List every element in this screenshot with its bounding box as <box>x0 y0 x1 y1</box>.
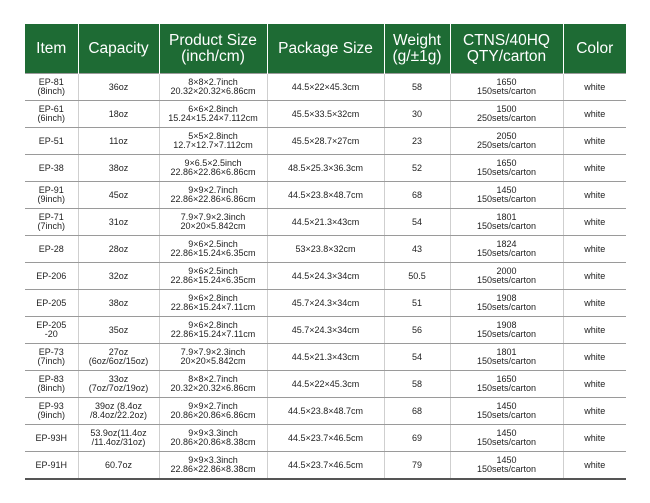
header-capacity: Capacity <box>78 24 159 74</box>
cell-ctns-qty: 1650 150sets/carton <box>450 74 563 101</box>
cell-capacity: 33oz (7oz/7oz/19oz) <box>78 371 159 398</box>
table-row <box>25 128 626 155</box>
cell-color: white <box>563 425 626 452</box>
table-row <box>25 155 626 182</box>
cell-weight: 79 <box>384 452 450 480</box>
cell-package-size: 45.5×33.5×32cm <box>267 101 384 128</box>
cell-product-size: 9×6×2.5inch 22.86×15.24×6.35cm <box>159 263 267 290</box>
table-row <box>25 425 626 452</box>
cell-weight: 54 <box>384 344 450 371</box>
table-row <box>25 398 626 425</box>
cell-item: EP-91H <box>25 452 78 480</box>
cell-product-size: 9×9×3.3inch 20.86×20.86×8.38cm <box>159 425 267 452</box>
cell-weight: 69 <box>384 425 450 452</box>
cell-color: white <box>563 182 626 209</box>
cell-weight: 51 <box>384 290 450 317</box>
cell-package-size: 44.5×23.8×48.7cm <box>267 398 384 425</box>
cell-package-size: 44.5×24.3×34cm <box>267 263 384 290</box>
cell-ctns-qty: 2000 150sets/carton <box>450 263 563 290</box>
cell-package-size: 53×23.8×32cm <box>267 236 384 263</box>
table-row <box>25 344 626 371</box>
cell-item: EP-93 (9inch) <box>25 398 78 425</box>
cell-weight: 68 <box>384 182 450 209</box>
cell-ctns-qty: 2050 250sets/carton <box>450 128 563 155</box>
cell-capacity: 35oz <box>78 317 159 344</box>
cell-package-size: 44.5×21.3×43cm <box>267 344 384 371</box>
cell-color: white <box>563 398 626 425</box>
cell-capacity: 38oz <box>78 155 159 182</box>
table-row <box>25 290 626 317</box>
cell-color: white <box>563 317 626 344</box>
cell-product-size: 5×5×2.8inch 12.7×12.7×7.112cm <box>159 128 267 155</box>
cell-package-size: 44.5×23.7×46.5cm <box>267 425 384 452</box>
cell-color: white <box>563 236 626 263</box>
cell-color: white <box>563 101 626 128</box>
table-row <box>25 236 626 263</box>
cell-package-size: 45.5×28.7×27cm <box>267 128 384 155</box>
cell-item: EP-81 (8inch) <box>25 74 78 101</box>
cell-item: EP-83 (8inch) <box>25 371 78 398</box>
cell-product-size: 9×9×2.7inch 20.86×20.86×6.86cm <box>159 398 267 425</box>
cell-color: white <box>563 74 626 101</box>
cell-item: EP-205 -20 <box>25 317 78 344</box>
cell-product-size: 6×6×2.8inch 15.24×15.24×7.112cm <box>159 101 267 128</box>
table-row <box>25 317 626 344</box>
cell-package-size: 45.7×24.3×34cm <box>267 317 384 344</box>
cell-ctns-qty: 1824 150sets/carton <box>450 236 563 263</box>
cell-capacity: 60.7oz <box>78 452 159 480</box>
cell-ctns-qty: 1450 150sets/carton <box>450 425 563 452</box>
cell-item: EP-205 <box>25 290 78 317</box>
cell-product-size: 7.9×7.9×2.3inch 20×20×5.842cm <box>159 209 267 236</box>
header-ctns-qty: CTNS/40HQ QTY/carton <box>450 24 563 74</box>
cell-weight: 43 <box>384 236 450 263</box>
cell-ctns-qty: 1450 150sets/carton <box>450 182 563 209</box>
cell-capacity: 27oz (6oz/6oz/15oz) <box>78 344 159 371</box>
cell-ctns-qty: 1450 150sets/carton <box>450 398 563 425</box>
table-row <box>25 74 626 101</box>
cell-color: white <box>563 371 626 398</box>
cell-package-size: 45.7×24.3×34cm <box>267 290 384 317</box>
cell-color: white <box>563 452 626 480</box>
cell-capacity: 45oz <box>78 182 159 209</box>
cell-package-size: 44.5×23.8×48.7cm <box>267 182 384 209</box>
cell-ctns-qty: 1801 150sets/carton <box>450 344 563 371</box>
cell-color: white <box>563 290 626 317</box>
cell-ctns-qty: 1801 150sets/carton <box>450 209 563 236</box>
cell-capacity: 28oz <box>78 236 159 263</box>
cell-product-size: 9×9×2.7inch 22.86×22.86×6.86cm <box>159 182 267 209</box>
cell-ctns-qty: 1650 150sets/carton <box>450 155 563 182</box>
cell-ctns-qty: 1908 150sets/carton <box>450 290 563 317</box>
cell-weight: 23 <box>384 128 450 155</box>
table-row <box>25 182 626 209</box>
cell-ctns-qty: 1500 250sets/carton <box>450 101 563 128</box>
cell-product-size: 8×8×2.7inch 20.32×20.32×6.86cm <box>159 371 267 398</box>
cell-color: white <box>563 344 626 371</box>
header-color: Color <box>563 24 626 74</box>
cell-product-size: 9×6.5×2.5inch 22.86×22.86×6.86cm <box>159 155 267 182</box>
cell-product-size: 7.9×7.9×2.3inch 20×20×5.842cm <box>159 344 267 371</box>
cell-capacity: 32oz <box>78 263 159 290</box>
cell-weight: 68 <box>384 398 450 425</box>
cell-capacity: 36oz <box>78 74 159 101</box>
cell-product-size: 9×6×2.5inch 22.86×15.24×6.35cm <box>159 236 267 263</box>
cell-package-size: 44.5×22×45.3cm <box>267 74 384 101</box>
cell-item: EP-93H <box>25 425 78 452</box>
cell-color: white <box>563 128 626 155</box>
cell-package-size: 44.5×21.3×43cm <box>267 209 384 236</box>
cell-capacity: 53.9oz(11.4oz /11.4oz/31oz) <box>78 425 159 452</box>
cell-product-size: 8×8×2.7inch 20.32×20.32×6.86cm <box>159 74 267 101</box>
cell-item: EP-38 <box>25 155 78 182</box>
cell-capacity: 11oz <box>78 128 159 155</box>
table-row <box>25 209 626 236</box>
cell-capacity: 18oz <box>78 101 159 128</box>
cell-weight: 56 <box>384 317 450 344</box>
cell-weight: 52 <box>384 155 450 182</box>
header-row <box>25 24 626 74</box>
cell-capacity: 39oz (8.4oz /8.4oz/22.2oz) <box>78 398 159 425</box>
header-package-size: Package Size <box>267 24 384 74</box>
header-weight: Weight (g/±1g) <box>384 24 450 74</box>
cell-item: EP-51 <box>25 128 78 155</box>
cell-product-size: 9×6×2.8inch 22.86×15.24×7.11cm <box>159 290 267 317</box>
table-row <box>25 263 626 290</box>
cell-package-size: 44.5×22×45.3cm <box>267 371 384 398</box>
cell-item: EP-91 (9inch) <box>25 182 78 209</box>
cell-color: white <box>563 263 626 290</box>
cell-item: EP-206 <box>25 263 78 290</box>
cell-item: EP-73 (7inch) <box>25 344 78 371</box>
cell-ctns-qty: 1450 150sets/carton <box>450 452 563 480</box>
spec-table-container <box>25 24 626 480</box>
cell-ctns-qty: 1908 150sets/carton <box>450 317 563 344</box>
cell-capacity: 38oz <box>78 290 159 317</box>
cell-product-size: 9×6×2.8inch 22.86×15.24×7.11cm <box>159 317 267 344</box>
cell-ctns-qty: 1650 150sets/carton <box>450 371 563 398</box>
header-item: Item <box>25 24 78 74</box>
cell-item: EP-61 (6inch) <box>25 101 78 128</box>
cell-weight: 50.5 <box>384 263 450 290</box>
cell-item: EP-71 (7inch) <box>25 209 78 236</box>
cell-item: EP-28 <box>25 236 78 263</box>
header-product-size: Product Size (inch/cm) <box>159 24 267 74</box>
cell-capacity: 31oz <box>78 209 159 236</box>
cell-color: white <box>563 155 626 182</box>
cell-weight: 30 <box>384 101 450 128</box>
cell-weight: 54 <box>384 209 450 236</box>
table-row <box>25 101 626 128</box>
table-row <box>25 452 626 480</box>
cell-package-size: 44.5×23.7×46.5cm <box>267 452 384 480</box>
cell-package-size: 48.5×25.3×36.3cm <box>267 155 384 182</box>
product-spec-table <box>25 24 626 480</box>
cell-weight: 58 <box>384 371 450 398</box>
cell-weight: 58 <box>384 74 450 101</box>
cell-color: white <box>563 209 626 236</box>
cell-product-size: 9×9×3.3inch 22.86×22.86×8.38cm <box>159 452 267 480</box>
table-row <box>25 371 626 398</box>
table-body <box>25 74 626 480</box>
